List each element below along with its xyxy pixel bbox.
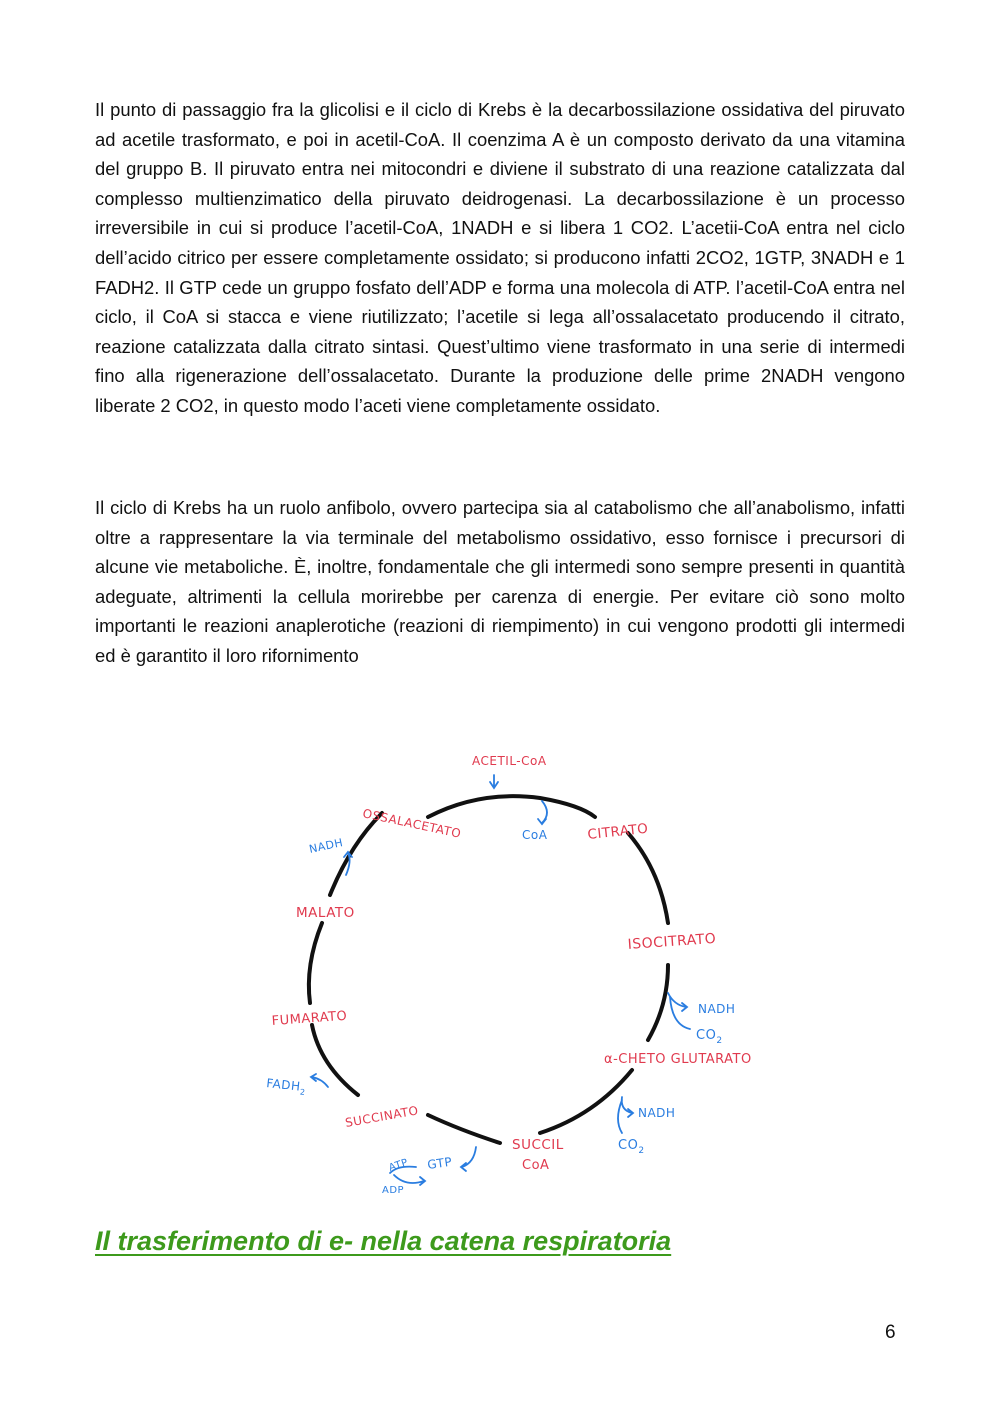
arrow-fadh2 bbox=[311, 1074, 328, 1087]
label-isocitrate: ISOCITRATO bbox=[627, 930, 717, 953]
arc-citrate-isocitrate bbox=[628, 833, 668, 923]
label-adp: ADP bbox=[382, 1185, 405, 1196]
label-nadh-1: NADH bbox=[307, 836, 345, 856]
label-gtp: GTP bbox=[426, 1154, 454, 1172]
page-number: 6 bbox=[885, 1322, 896, 1343]
krebs-cycle-diagram bbox=[250, 735, 790, 1215]
label-alpha-ketoglutarate: α-CHETO GLUTARATO bbox=[604, 1052, 752, 1067]
arc-fumarate-malate bbox=[309, 923, 322, 1003]
label-nadh-2: NADH bbox=[698, 1002, 736, 1016]
label-oxaloacetate: OSSALACETATO bbox=[361, 806, 463, 841]
label-coa: CoA bbox=[522, 828, 548, 842]
label-co2-2: $CO_2$ bbox=[618, 1138, 645, 1156]
arc-isocitrate-ketoglutarate bbox=[648, 965, 668, 1040]
label-succinate: SUCCINATO bbox=[344, 1103, 420, 1130]
label-succinyl-coa-line1: SUCCIL bbox=[512, 1137, 564, 1153]
arrow-acetylcoa-in bbox=[490, 775, 498, 788]
label-fadh2: $FADH_2$ bbox=[265, 1076, 306, 1098]
arrow-coa-out bbox=[538, 801, 547, 824]
label-fumarate: FUMARATO bbox=[271, 1008, 348, 1029]
label-succinyl-coa-line2: CoA bbox=[522, 1158, 550, 1173]
label-co2-1: $CO_2$ bbox=[696, 1028, 723, 1046]
arrow-nadh-co2-2 bbox=[618, 1097, 633, 1133]
arrow-nadh-co2-1 bbox=[668, 993, 690, 1029]
arc-succinylcoa-succinate bbox=[428, 1115, 500, 1143]
label-acetyl-coa: ACETIL-CoA bbox=[472, 754, 547, 768]
section-heading: Il trasferimento di e- nella catena respiratoria bbox=[95, 1226, 672, 1256]
arc-malate-oxaloacetate bbox=[330, 813, 382, 895]
label-nadh-3: NADH bbox=[638, 1106, 676, 1120]
arrow-gtp bbox=[461, 1147, 476, 1171]
label-atp: ATP bbox=[387, 1157, 410, 1174]
paragraph-amphibolic-role: Il ciclo di Krebs ha un ruolo anfibolo, ovvero partecipa sia al catabolismo che all’anabolismo, infatti oltre a rappresentare la via terminale del metabolismo ossidativo, esso fornisce i precursori di alcune vie metaboliche. È, inoltre, fondamentale che gli intermedi sono sempre presenti in quantità adeguate, altrimenti la cellula morirebbe per carenza di energie. Per evitare ciò sono molto importanti le reazioni anaplerotiche (reazioni di riempimento) in cui vengono prodotti gli intermedi ed è garantito il loro rifornimento bbox=[95, 497, 905, 666]
label-citrate: CITRATO bbox=[586, 820, 650, 843]
cycle-arcs bbox=[309, 796, 668, 1143]
label-malate: MALATO bbox=[296, 905, 355, 921]
arc-succinate-fumarate bbox=[312, 1025, 358, 1095]
paragraph-pyruvate-decarboxylation: Il punto di passaggio fra la glicolisi e il ciclo di Krebs è la decarbossilazione ossidativa del piruvato ad acetile trasformato, e poi in acetil-CoA. Il coenzima A è un composto derivato da una vitamina del gruppo B. Il piruvato entra nei mitocondri e diviene il substrato di una reazione catalizzata dal complesso multienzimatico della piruvato deidrogenasi. La decarbossilazione è un processo irreversibile in cui si produce l’acetil-CoA, 1NADH e si libera 1 CO2. L’acetii-CoA entra nel ciclo dell’acido citrico per essere completamente ossidato; si producono infatti 2CO2, 1GTP, 3NADH e 1 FADH2. Il GTP cede un gruppo fosfato dell’ADP e forma una molecola di ATP. l’acetil-CoA entra nel ciclo, il CoA si stacca e viene riutilizzato; l’acetile si lega all’ossalacetato producendo il citrato, reazione catalizzata dalla citrato sintasi. Quest’ultimo viene trasformato in una serie di intermedi fino alla rigenerazione dell’ossalacetato. Durante la produzione delle prime 2NADH vengono liberate 2 CO2, in questo modo l’aceti viene completamente ossidato. bbox=[95, 99, 905, 416]
arc-oxaloacetate-citrate bbox=[428, 796, 595, 817]
